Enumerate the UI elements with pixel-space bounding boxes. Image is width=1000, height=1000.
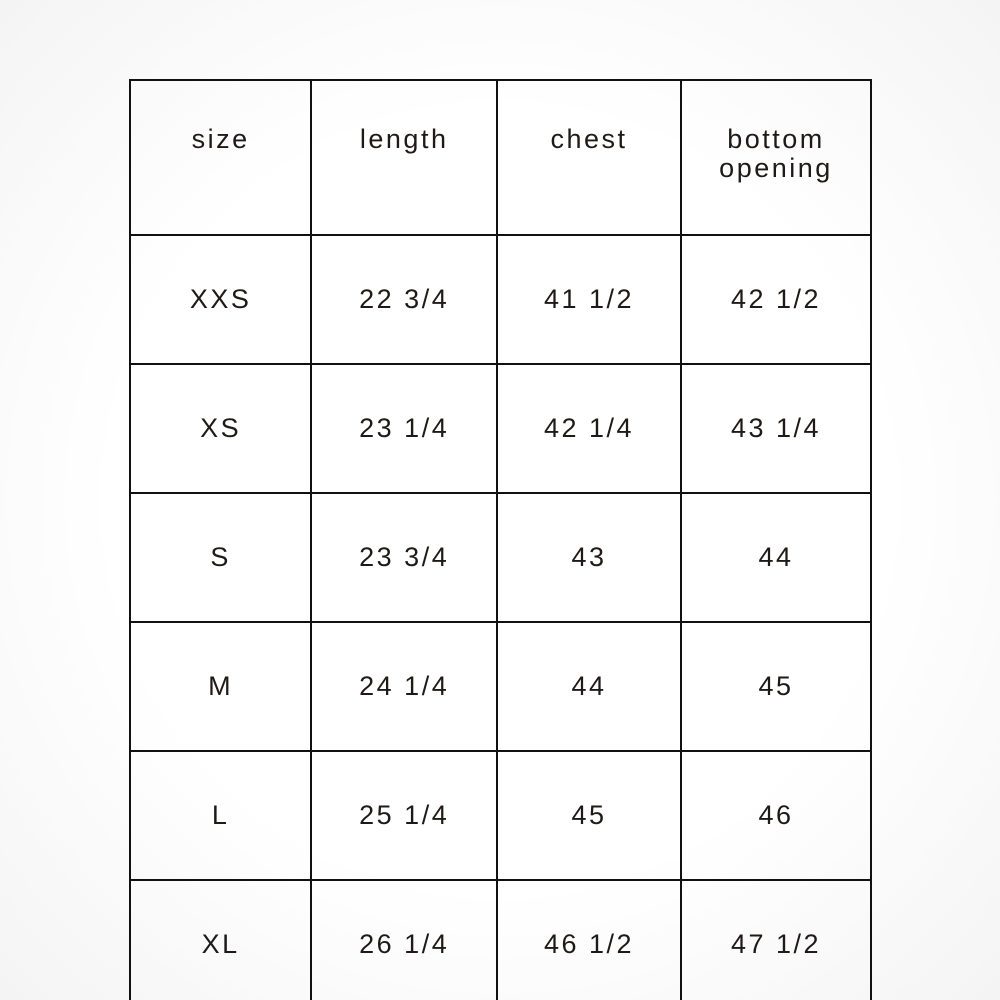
- cell-chest: 43: [497, 493, 681, 622]
- cell-size: XL: [130, 880, 311, 1000]
- header-chest: [497, 80, 681, 235]
- table-row: [130, 751, 871, 880]
- cell-chest: 41 1/2: [497, 235, 681, 364]
- cell-chest: 42 1/4: [497, 364, 681, 493]
- cell-bottom-opening: 42 1/2: [681, 235, 871, 364]
- header-length-label: length: [359, 124, 449, 154]
- cell-length: 22 3/4: [311, 235, 497, 364]
- cell-bottom-opening: 47 1/2: [681, 880, 871, 1000]
- table-row: [130, 364, 871, 493]
- cell-length: 23 3/4: [311, 493, 497, 622]
- cell-size: M: [130, 622, 311, 751]
- cell-size: L: [130, 751, 311, 880]
- cell-length: 26 1/4: [311, 880, 497, 1000]
- table-row: [130, 493, 871, 622]
- cell-length: 23 1/4: [311, 364, 497, 493]
- cell-chest: 45: [497, 751, 681, 880]
- cell-size: S: [130, 493, 311, 622]
- cell-length: 25 1/4: [311, 751, 497, 880]
- cell-bottom-opening: 45: [681, 622, 871, 751]
- cell-size: XS: [130, 364, 311, 493]
- cell-chest: 46 1/2: [497, 880, 681, 1000]
- header-bottom-opening-label: bottom opening: [719, 124, 833, 183]
- header-chest-label: chest: [550, 124, 628, 154]
- table-header-row: [130, 80, 871, 235]
- cell-bottom-opening: 44: [681, 493, 871, 622]
- cell-length: 24 1/4: [311, 622, 497, 751]
- header-length: [311, 80, 497, 235]
- table-row: [130, 235, 871, 364]
- header-size-label: size: [191, 124, 250, 154]
- header-bottom-opening: [681, 80, 871, 235]
- header-size: [130, 80, 311, 235]
- table-row: [130, 622, 871, 751]
- cell-size: XXS: [130, 235, 311, 364]
- table-row: [130, 880, 871, 1000]
- cell-bottom-opening: 46: [681, 751, 871, 880]
- cell-chest: 44: [497, 622, 681, 751]
- cell-bottom-opening: 43 1/4: [681, 364, 871, 493]
- size-chart-table: [129, 79, 872, 1000]
